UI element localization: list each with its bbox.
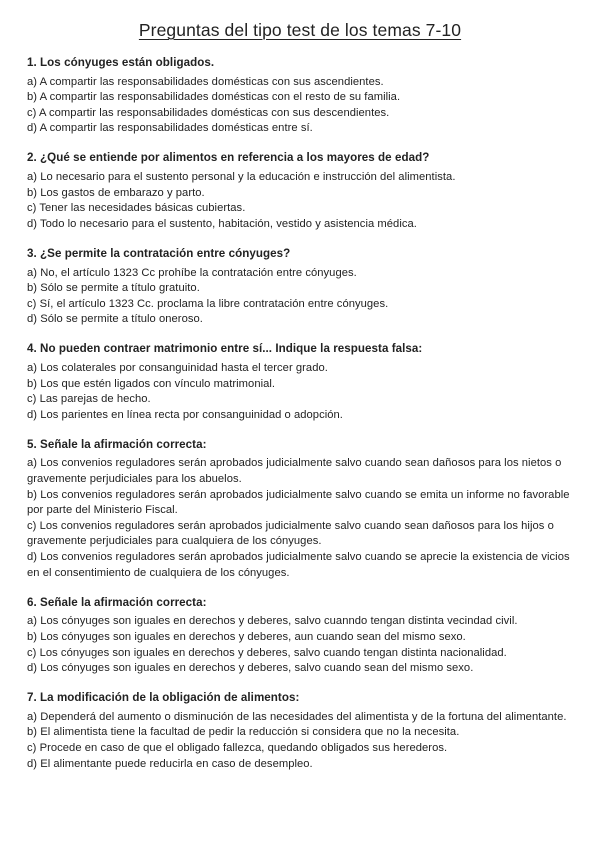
answer-options [27, 710, 573, 772]
answer-option-c: c) Los convenios reguladores serán aprobados judicialmente salvo cuando sean dañosos para los hijos o gravemente perjudiciales para cualquiera de los cónyuges. [27, 519, 554, 548]
answer-option-d: d) Los parientes en línea recta por consanguinidad o adopción. [27, 408, 343, 421]
answer-option-a: a) Los colaterales por consanguinidad hasta el tercer grado. [27, 362, 328, 374]
answer-option-d: d) Los convenios reguladores serán aprobados judicialmente salvo cuando se aprecie la existencia de vicios en el consentimiento de cualquiera de los cónyuges. [27, 551, 570, 579]
answer-options [27, 266, 573, 328]
answer-option-c: c) Tener las necesidades básicas cubiertas. [27, 202, 246, 215]
answer-options [27, 361, 573, 423]
answer-option-a: a) Dependerá del aumento o disminución de las necesidades del alimentista y de la fortuna del alimentante. [27, 710, 567, 723]
question-heading: 5. Señale la afirmación correcta: [27, 437, 207, 451]
answer-option-b: b) Los convenios reguladores serán aprobados judicialmente salvo cuando se emita un informe no favorable por parte del Ministerio Fiscal. [27, 488, 570, 517]
answer-options [27, 614, 573, 676]
question-heading: 2. ¿Qué se entiende por alimentos en referencia a los mayores de edad? [27, 151, 430, 165]
document-title: Preguntas del tipo test de los temas 7-10 [138, 20, 462, 40]
answer-option-a: a) Lo necesario para el sustento personal y la educación e instrucción del alimentista. [27, 171, 456, 184]
answer-option-d: d) Sólo se permite a título oneroso. [27, 313, 203, 326]
question-heading: 3. ¿Se permite la contratación entre cónyuges? [27, 246, 291, 260]
answer-options [27, 170, 573, 232]
question-heading: 4. No pueden contraer matrimonio entre sí... Indique la respuesta falsa: [27, 342, 423, 356]
answer-option-c: c) Sí, el artículo 1323 Cc. proclama la libre contratación entre cónyuges. [27, 297, 389, 310]
answer-option-c: c) A compartir las responsabilidades domésticas con sus descendientes. [27, 106, 390, 119]
answer-options [27, 456, 573, 581]
answer-options [27, 75, 573, 137]
question-heading: 6. Señale la afirmación correcta: [27, 595, 207, 609]
answer-option-b: b) Los gastos de embarazo y parto. [27, 186, 205, 199]
answer-option-b: b) Los que estén ligados con vínculo matrimonial. [27, 377, 276, 390]
question-4 [27, 341, 573, 423]
answer-option-a: a) Los cónyuges son iguales en derechos y deberes, salvo cuanndo tengan distinta vecindad civil. [27, 615, 518, 628]
question-7 [27, 690, 573, 772]
answer-option-a: a) Los convenios reguladores serán aprobados judicialmente salvo cuando sean dañosos para los nietos o gravemente perjudiciales para los abuelos. [27, 457, 562, 486]
question-2 [27, 150, 573, 232]
question-5 [27, 437, 573, 581]
answer-option-a: a) No, el artículo 1323 Cc prohíbe la contratación entre cónyuges. [27, 266, 357, 279]
answer-option-d: d) A compartir las responsabilidades domésticas entre sí. [27, 122, 313, 135]
answer-option-a: a) A compartir las responsabilidades domésticas con sus ascendientes. [27, 75, 384, 88]
answer-option-b: b) Los cónyuges son iguales en derechos y deberes, aun cuando sean del mismo sexo. [27, 630, 466, 643]
answer-option-c: c) Los cónyuges son iguales en derechos y deberes, salvo cuando tengan distinta nacionalidad. [27, 646, 507, 659]
answer-option-c: c) Las parejas de hecho. [27, 393, 151, 406]
answer-option-b: b) A compartir las responsabilidades domésticas con el resto de su familia. [27, 91, 401, 104]
answer-option-d: d) Los cónyuges son iguales en derechos y deberes, salvo cuando sean del mismo sexo. [27, 662, 474, 675]
question-1 [27, 55, 573, 137]
answer-option-c: c) Procede en caso de que el obligado fallezca, quedando obligados sus herederos. [27, 741, 448, 754]
answer-option-b: b) El alimentista tiene la facultad de pedir la reducción si considera que no la necesita. [27, 726, 460, 739]
question-heading: 1. Los cónyuges están obligados. [27, 56, 215, 69]
answer-option-b: b) Sólo se permite a título gratuito. [27, 282, 200, 295]
answer-option-d: d) El alimentante puede reducirla en caso de desempleo. [27, 757, 313, 770]
question-heading: 7. La modificación de la obligación de alimentos: [27, 691, 300, 705]
question-3 [27, 246, 573, 328]
question-6 [27, 595, 573, 677]
answer-option-d: d) Todo lo necesario para el sustento, habitación, vestido y asistencia médica. [27, 217, 417, 230]
